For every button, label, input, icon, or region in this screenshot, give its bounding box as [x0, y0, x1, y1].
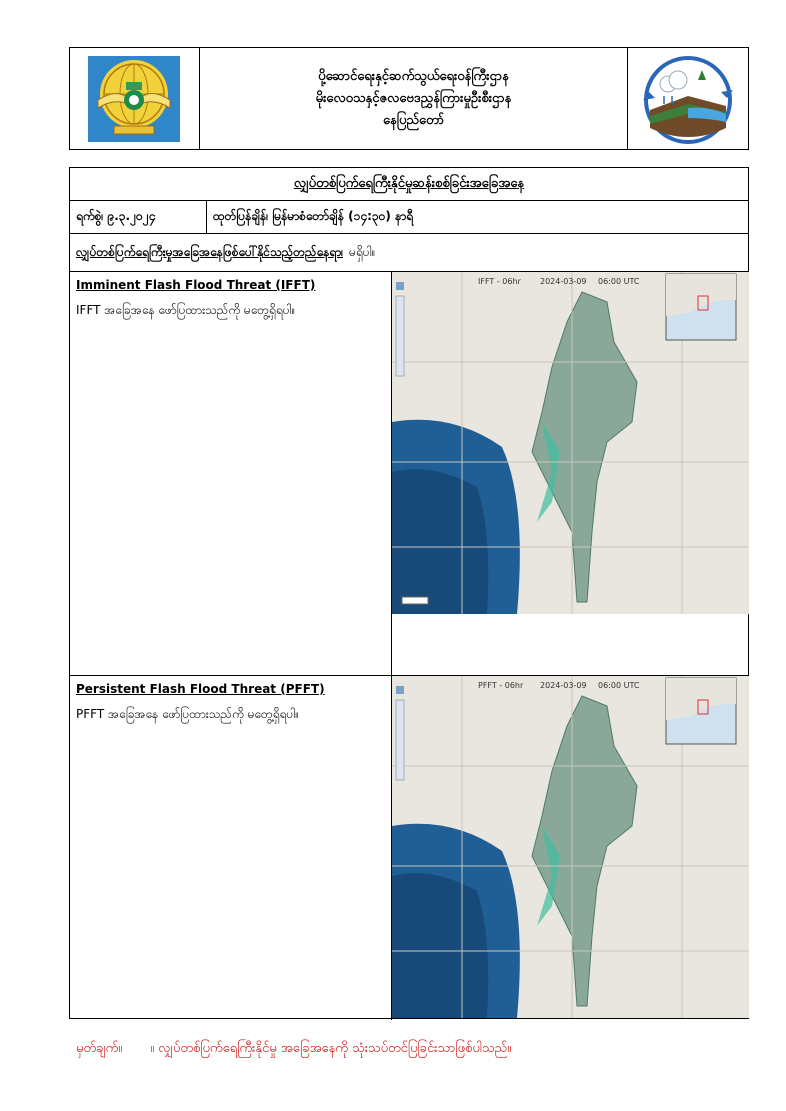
pfft-map-time: 06:00 UTC [598, 681, 640, 690]
issue-time: ထုတ်ပြန်ချိန်၊ မြန်မာစံတော်ချိန် (၁၄:၃၀) နာရီ [213, 209, 414, 223]
pfft-map-date: 2024-03-09 [540, 681, 587, 690]
ifft-map-time: 06:00 UTC [598, 277, 640, 286]
threat-area-row [70, 234, 748, 272]
ifft-text-cell [70, 272, 392, 675]
ifft-map [392, 272, 748, 614]
pfft-map [392, 676, 748, 1020]
footer-note [76, 1040, 511, 1059]
ifft-heading: Imminent Flash Flood Threat (IFFT) [76, 278, 316, 292]
pfft-heading: Persistent Flash Flood Threat (PFFT) [76, 682, 325, 696]
report-title: လျှပ်တစ်ပြက်ရေကြီးနိုင်မှုဆန်းစစ်ခြင်းအခြေအနေ [293, 175, 525, 191]
footer-note-label: မှတ်ချက်။ [76, 1041, 123, 1056]
ifft-body: IFFT အခြေအနေ ဖော်ပြထားသည်ကို မတွေ့ရှိရပါ။ [76, 303, 296, 317]
report-date: ရက်စွဲ၊ ၉.၃.၂၀၂၄ [70, 201, 207, 233]
pfft-text-cell [70, 676, 392, 1020]
report-title-row [70, 168, 748, 201]
ifft-row [70, 272, 748, 676]
ifft-map-date: 2024-03-09 [540, 277, 587, 286]
ministry-logo-cell [70, 48, 200, 149]
header-title [200, 48, 628, 149]
header-ministry: ပို့ဆောင်ရေးနှင့်ဆက်သွယ်ရေးဝန်ကြီးဌာန [318, 68, 509, 84]
threat-area-value: မရှိပါ။ [349, 244, 376, 259]
ifft-map-image [392, 272, 749, 614]
flash-flood-table [69, 167, 749, 1019]
hydrology-logo-cell [628, 48, 750, 149]
pfft-map-title: PFFT - 06hr [478, 681, 524, 690]
pfft-map-image [392, 676, 749, 1018]
pfft-row [70, 676, 748, 1020]
threat-area-label: လျှပ်တစ်ပြက်ရေကြီးမှုအခြေအနေဖြစ်ပေါ်နိုင်သည့်တည်နေရာ၊ [76, 244, 344, 259]
footer-note-text: ။ လျှပ်တစ်ပြက်ရေကြီးနိုင်မှု အခြေအနေကို သုံးသပ်တင်ပြခြင်းသာဖြစ်ပါသည်။ [150, 1041, 512, 1056]
hydrology-logo [628, 48, 748, 149]
ministry-logo [70, 48, 198, 149]
date-row [70, 201, 748, 234]
header-city: နေပြည်တော် [382, 112, 444, 128]
pfft-body: PFFT အခြေအနေ ဖော်ပြထားသည်ကို မတွေ့ရှိရပါ။ [76, 707, 299, 721]
ifft-map-title: IFFT - 06hr [478, 277, 521, 286]
header-department: မိုးလေဝသနှင့်ဇလဗေဒညွှန်ကြားမှုဦးစီးဌာန [315, 90, 512, 106]
report-header [69, 47, 749, 150]
